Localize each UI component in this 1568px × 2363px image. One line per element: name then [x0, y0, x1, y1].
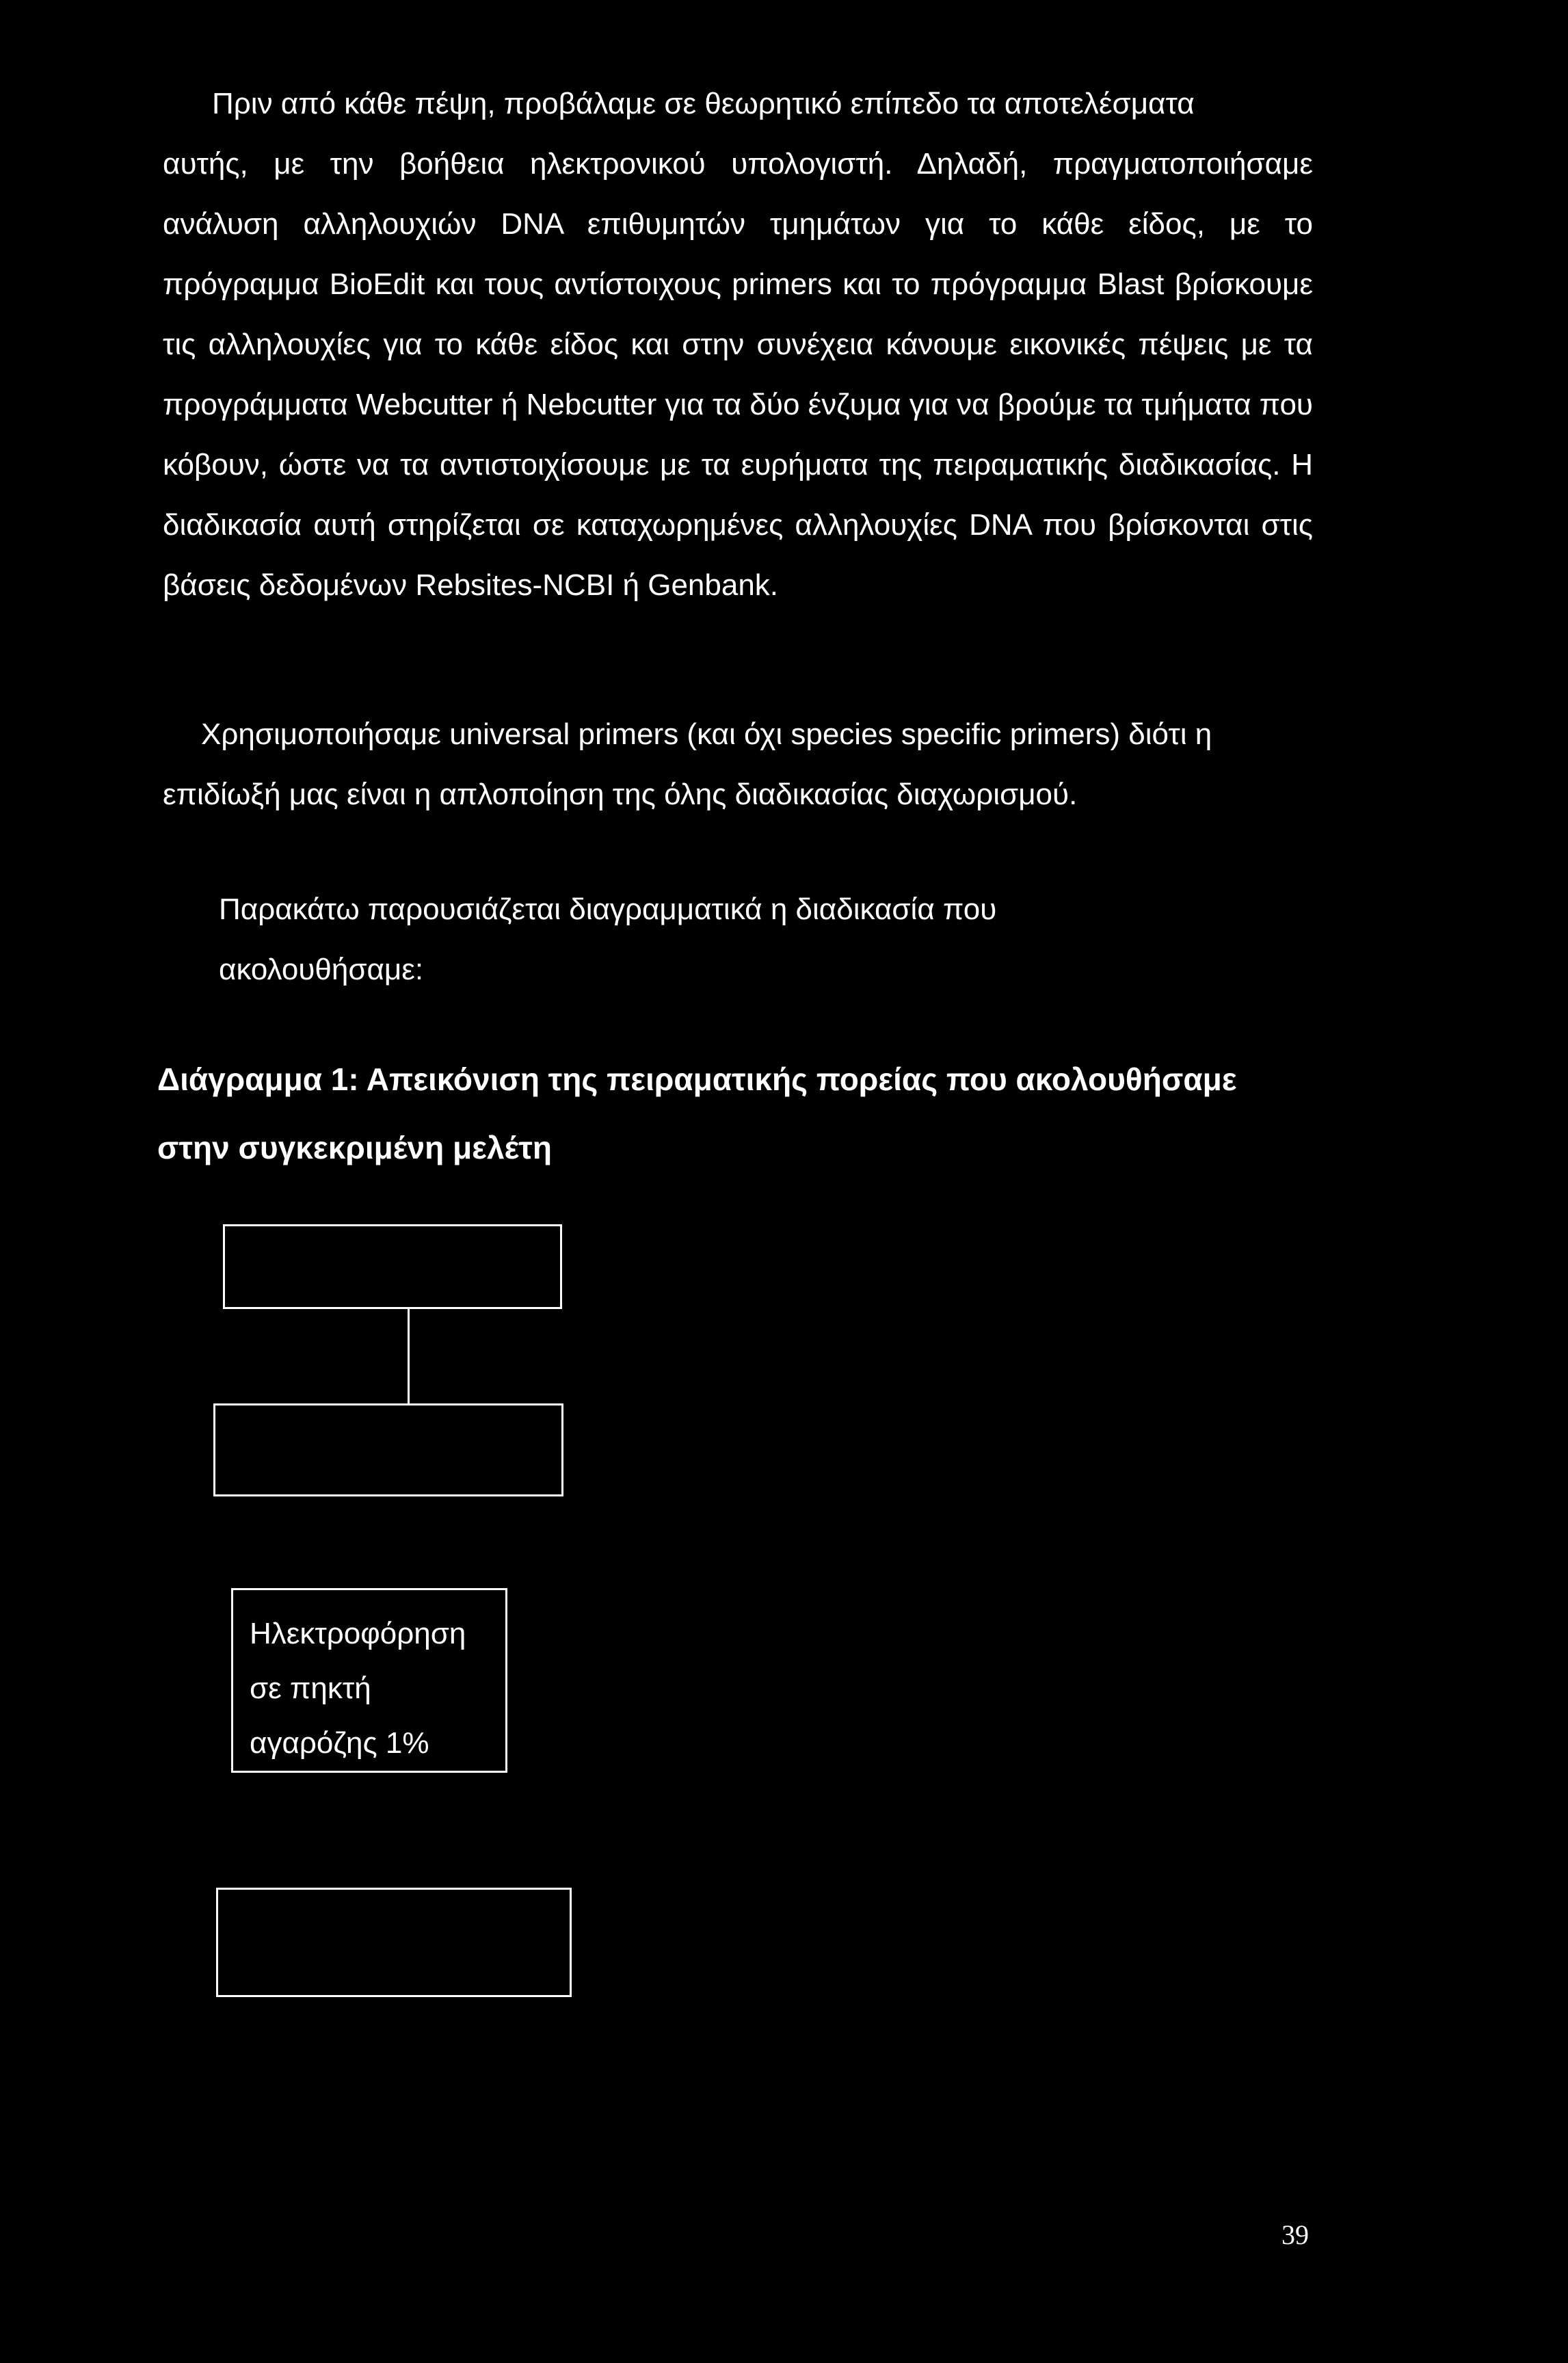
paragraph-universal-primers — [163, 704, 1339, 825]
box-line: αγαρόζης 1% — [250, 1726, 429, 1760]
paragraph-line: Παρακάτω παρουσιάζεται διαγραμματικά η διαδικασία που — [219, 893, 997, 926]
caption-line: στην συγκεκριμένη μελέτη — [157, 1130, 552, 1165]
paragraph-line: Πριν από κάθε πέψη, προβάλαμε σε θεωρητικό επίπεδο τα αποτελέσματα — [212, 87, 1195, 120]
page-number: 39 — [1281, 2219, 1309, 2250]
diagram-caption — [157, 1045, 1320, 1182]
diagram-box-2 — [213, 1403, 563, 1496]
paragraph-line: τα αντιστοιχίσουμε με τα ευρήματα της πειραματικής διαδικασίας. Η — [400, 448, 1313, 481]
paragraph-line: επιδίωξή μας είναι η απλοποίηση της όλης διαδικασίας διαχωρισμού. — [163, 778, 1078, 811]
paragraph-line: διαδικασία αυτή στηρίζεται σε καταχωρημένες αλληλουχίες DNA που — [163, 508, 1097, 542]
paragraph-line: ακολουθήσαμε: — [219, 953, 424, 986]
paragraph-line: πρόγραμμα Blast βρίσκουμε τις αλληλουχίες για το κάθε είδος και στην — [163, 267, 1313, 361]
paragraph-line: βρίσκονται στις βάσεις δεδομένων Rebsites-NCBI ή Genbank. — [163, 508, 1314, 602]
paragraph-line: συνέχεια κάνουμε εικονικές πέψεις με τα προγράμματα Webcutter ή — [163, 328, 1313, 421]
caption-line: Διάγραμμα 1: Απεικόνιση της πειραματικής πορείας που ακολουθήσαμε — [157, 1061, 1237, 1097]
paragraph-body — [163, 134, 1313, 616]
diagram-box-1 — [223, 1224, 562, 1309]
diagram-box-4 — [216, 1888, 572, 1997]
paragraph-line: πραγματοποιήσαμε ανάλυση αλληλουχιών DNA επιθυμητών τμημάτων για το — [163, 147, 1313, 241]
diagram-connector-line — [408, 1309, 410, 1403]
paragraph-line: Χρησιμοποιήσαμε universal primers (και όχι species specific primers) διότι η — [201, 717, 1212, 751]
paragraph-line: Nebcutter για τα δύο ένζυμα για να βρούμε τα τμήματα που κόβουν, ώστε να — [163, 388, 1313, 481]
paragraph-digestion-simulation — [163, 74, 1313, 616]
box-line: Ηλεκτροφόρηση — [250, 1617, 466, 1650]
paragraph-diagram-intro — [219, 880, 1176, 1000]
box-line: σε πηκτή — [250, 1672, 371, 1705]
paragraph-line: κάθε είδος, με το πρόγραμμα BioEdit και τους αντίστοιχους primers και το — [163, 207, 1313, 301]
diagram-box-electrophoresis — [231, 1588, 507, 1773]
paragraph-line: αυτής, με την βοήθεια ηλεκτρονικού υπολογιστή. Δηλαδή, — [163, 147, 1028, 181]
